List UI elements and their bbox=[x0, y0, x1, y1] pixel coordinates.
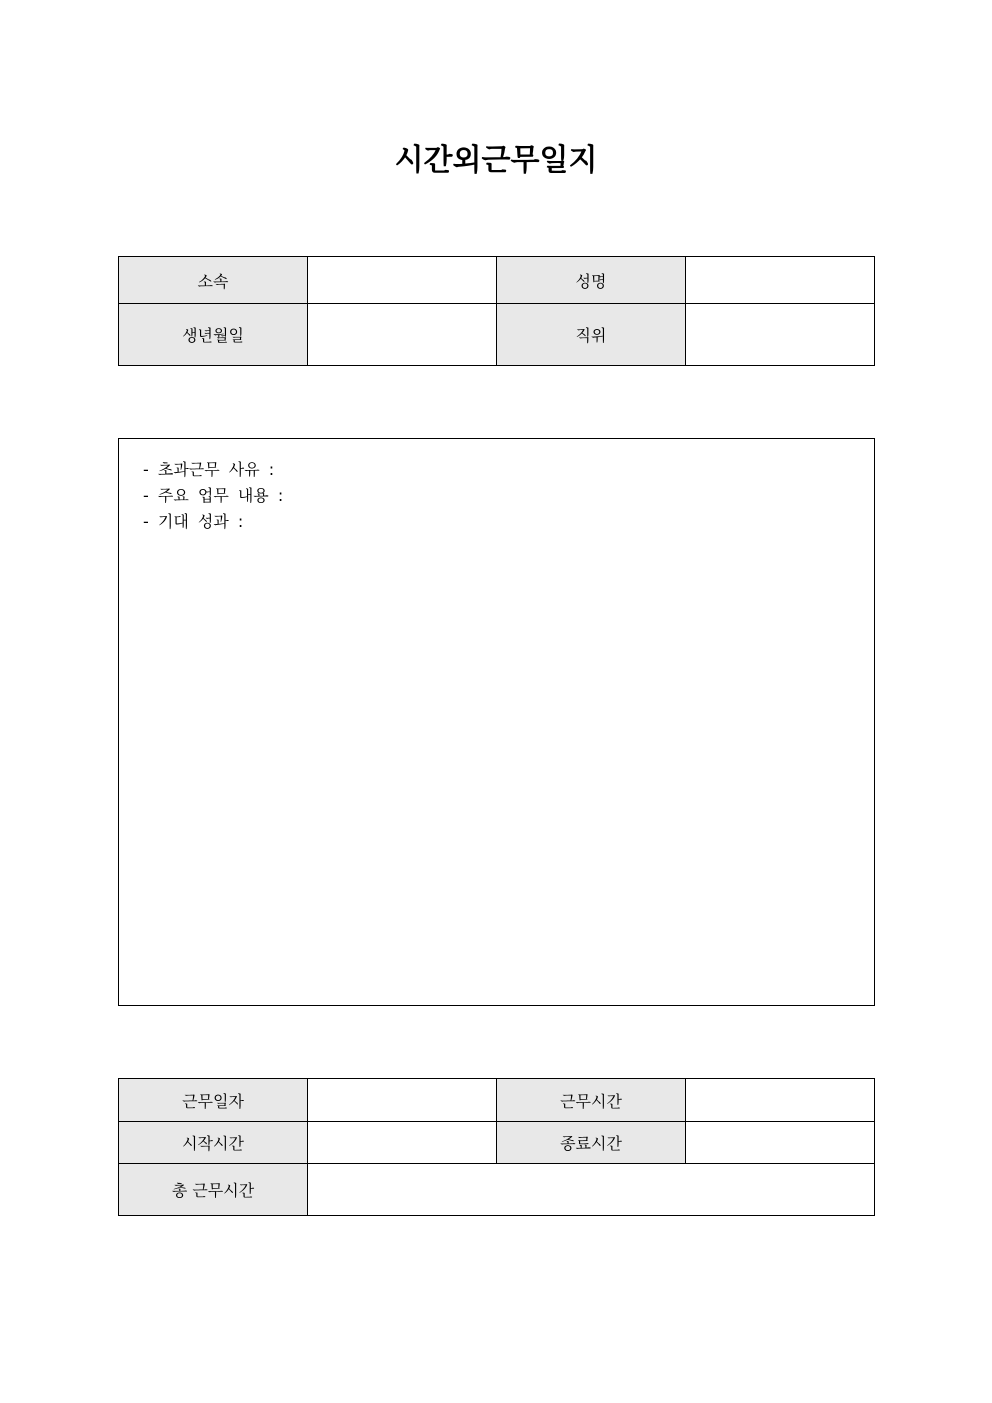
field-affiliation[interactable] bbox=[308, 257, 497, 304]
label-date: 근무일자 bbox=[119, 1079, 308, 1122]
note-reason: - 초과근무 사유 : bbox=[143, 460, 275, 479]
label-birth: 생년월일 bbox=[119, 304, 308, 366]
field-date[interactable] bbox=[308, 1079, 497, 1122]
info-table bbox=[118, 256, 875, 366]
label-hours: 근무시간 bbox=[497, 1079, 686, 1122]
label-affiliation: 소속 bbox=[119, 257, 308, 304]
notes-box[interactable] bbox=[118, 438, 875, 1006]
field-end[interactable] bbox=[686, 1122, 875, 1164]
field-position[interactable] bbox=[686, 304, 875, 366]
field-birth[interactable] bbox=[308, 304, 497, 366]
label-end: 종료시간 bbox=[497, 1122, 686, 1164]
page-title: 시간외근무일지 bbox=[394, 143, 598, 178]
note-tasks: - 주요 업무 내용 : bbox=[143, 486, 284, 505]
field-hours[interactable] bbox=[686, 1079, 875, 1122]
work-table bbox=[118, 1078, 875, 1216]
label-name: 성명 bbox=[497, 257, 686, 304]
label-position: 직위 bbox=[497, 304, 686, 366]
label-total: 총 근무시간 bbox=[119, 1164, 308, 1216]
field-start[interactable] bbox=[308, 1122, 497, 1164]
note-outcome: - 기대 성과 : bbox=[143, 512, 244, 531]
field-total[interactable] bbox=[308, 1164, 875, 1216]
field-name[interactable] bbox=[686, 257, 875, 304]
label-start: 시작시간 bbox=[119, 1122, 308, 1164]
